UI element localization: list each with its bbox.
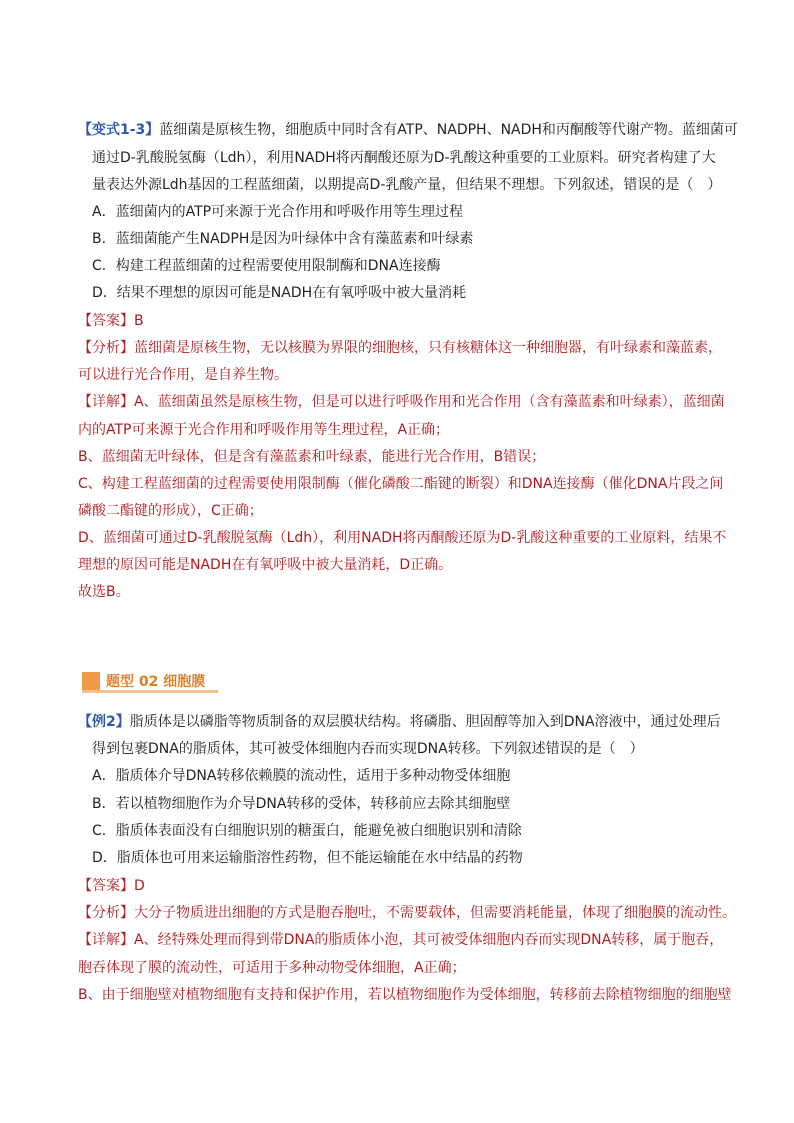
q2-stem-line-1: 【例2】脂质体是以磷脂等物质制备的双层膜状结构。将磷脂、胆固醇等加入到DNA溶液中，通过处理后 [78,714,721,730]
q1-detail-line-8: 故选B。 [78,584,130,600]
q2-detail-line-2: 胞吞体现了膜的流动性，可适用于多种动物受体细胞，A正确； [78,960,466,976]
q1-detail-line-1: 【详解】A、蓝细菌虽然是原核生物，但是可以进行呼吸作用和光合作用（含有藻蓝素和叶绿素），蓝细菌 [78,394,725,410]
q2-analysis-line-1: 【分析】大分子物质进出细胞的方式是胞吞胞吐，不需要载体，但需要消耗能量，体现了细胞膜的流动性。 [78,905,736,921]
q2-option-d: D．脂质体也可用来运输脂溶性药物，但不能运输能在水中结晶的药物 [92,850,523,866]
q1-stem-line-3: 量表达外源Ldh基因的工程蓝细菌，以期提高D-乳酸产量，但结果不理想。下列叙述，错误的是（ ） [92,177,722,193]
q1-detail-line-5: 磷酸二酯键的形成），C正确； [78,503,263,519]
q1-analysis-line-1: 【分析】蓝细菌是原核生物，无以核膜为界限的细胞核，只有核糖体这一种细胞器，有叶绿素和藻蓝素， [78,340,722,356]
q1-option-b: B．蓝细菌能产生NADPH是因为叶绿体中含有藻蓝素和叶绿素 [92,231,474,247]
q1-option-a: A．蓝细菌内的ATP可来源于光合作用和呼吸作用等生理过程 [92,204,464,220]
q2-option-b: B．若以植物细胞作为介导DNA转移的受体，转移前应去除其细胞壁 [92,796,511,812]
q1-analysis-line-2: 可以进行光合作用，是自养生物。 [78,367,288,383]
section-square-icon [82,672,100,690]
q2-answer: 【答案】D [78,878,145,894]
q1-answer: 【答案】B [78,313,144,329]
q1-detail-line-6: D、蓝细菌可通过D-乳酸脱氢酶（Ldh），利用NADH将丙酮酸还原为D-乳酸这种重要的工业原料，结果不 [78,530,727,546]
q2-stem-line-2: 得到包裹DNA的脂质体，其可被受体细胞内吞而实现DNA转移。下列叙述错误的是（ ） [92,741,644,757]
q1-detail-line-3: B、蓝细菌无叶绿体，但是含有藻蓝素和叶绿素，能进行光合作用，B错误； [78,449,546,465]
q1-stem-line-2: 通过D-乳酸脱氢酶（Ldh），利用NADH将丙酮酸还原为D-乳酸这种重要的工业原料。研究者构建了大 [92,150,716,166]
q2-tag: 【例2】 [78,714,130,730]
q2-detail-line-3: B、由于细胞壁对植物细胞有支持和保护作用，若以植物细胞作为受体细胞，转移前去除植物细胞的细胞壁 [78,987,732,1003]
q1-stem-line-1: 【变式1-3】蓝细菌是原核生物，细胞质中同时含有ATP、NADPH、NADH和丙酮酸等代谢产物。蓝细菌可 [78,122,738,138]
q2-option-a: A．脂质体介导DNA转移依赖膜的流动性，适用于多种动物受体细胞 [92,768,511,784]
q2-detail-line-1: 【详解】A、经特殊处理而得到带DNA的脂质体小泡，其可被受体细胞内吞而实现DNA转移，属于胞吞， [78,932,724,948]
q1-detail-line-4: C、构建工程蓝细菌的过程需要使用限制酶（催化磷酸二酯键的断裂）和DNA连接酶（催化DNA片段之间 [78,476,724,492]
section-title: 题型 02 细胞膜 [106,674,206,690]
q2-option-c: C．脂质体表面没有白细胞识别的糖蛋白，能避免被白细胞识别和清除 [92,823,522,839]
q1-option-d: D．结果不理想的原因可能是NADH在有氧呼吸中被大量消耗 [92,285,467,301]
q1-detail-line-2: 内的ATP可来源于光合作用和呼吸作用等生理过程，A正确； [78,422,450,438]
q1-detail-line-7: 理想的原因可能是NADH在有氧呼吸中被大量消耗，D正确。 [78,557,453,573]
q1-tag: 【变式1-3】 [78,122,160,138]
q1-option-c: C．构建工程蓝细菌的过程需要使用限制酶和DNA连接酶 [92,258,441,274]
